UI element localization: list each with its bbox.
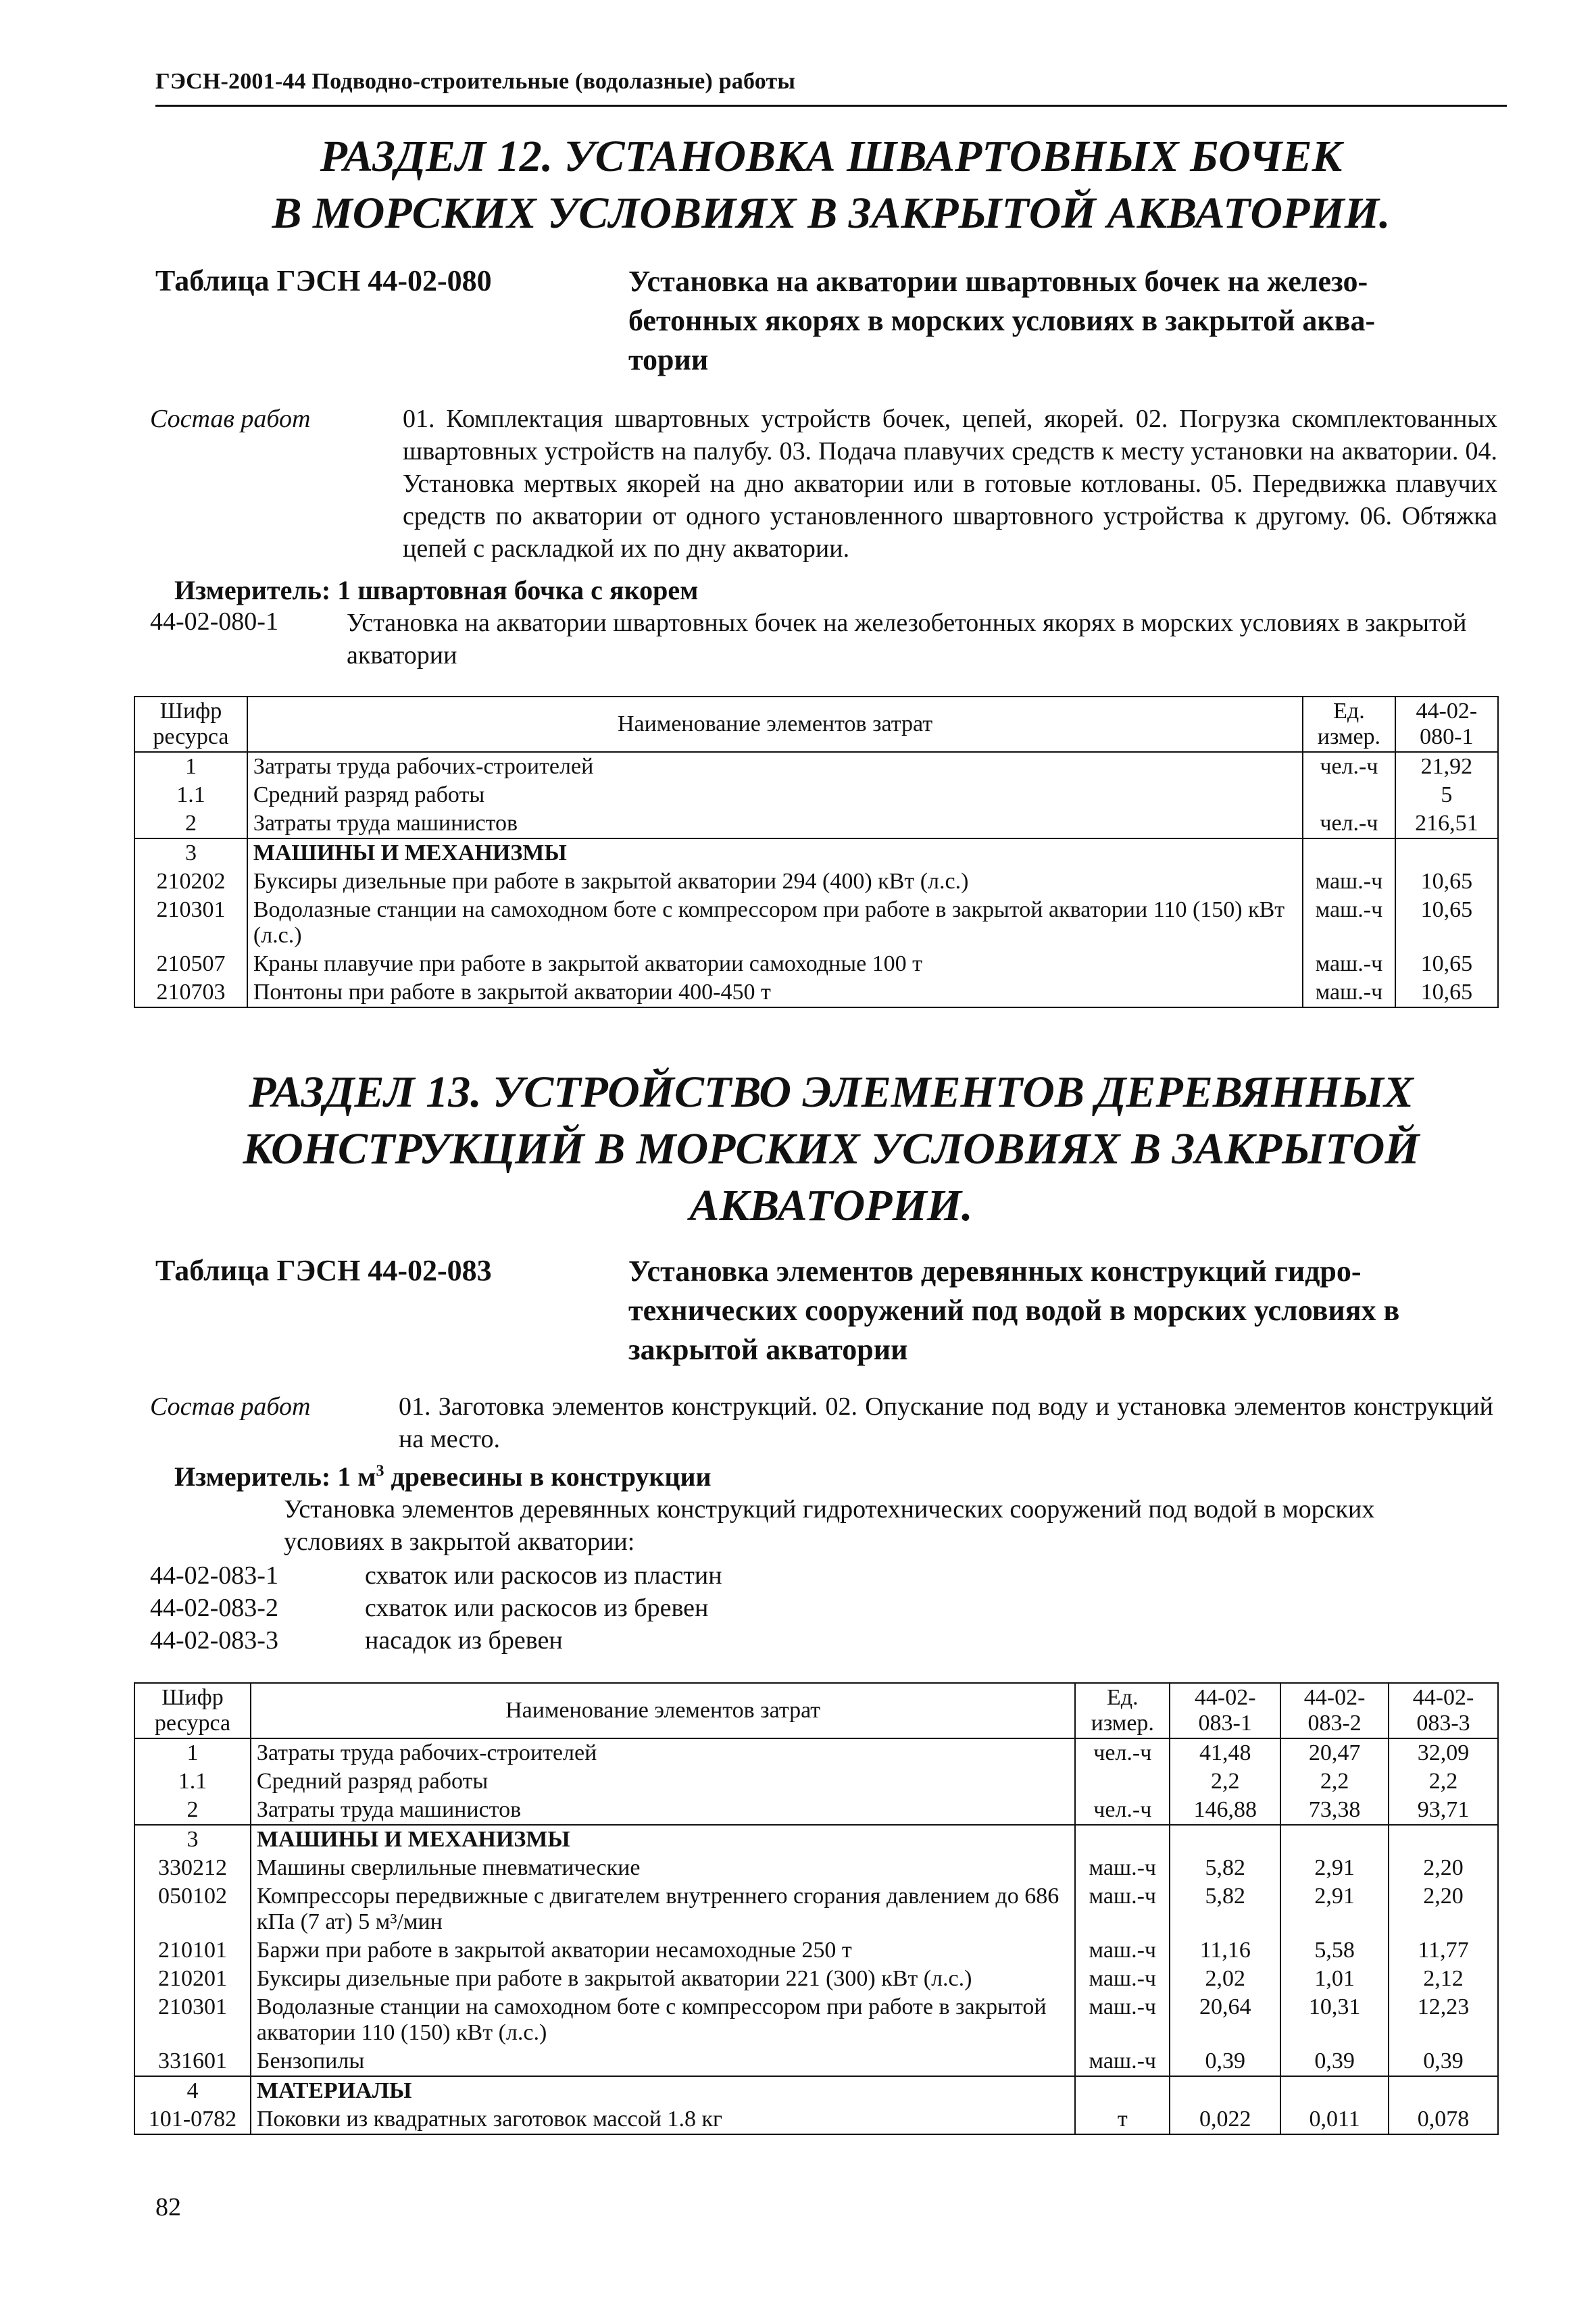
cell-value	[1389, 1825, 1498, 1854]
table-row	[134, 809, 1498, 838]
cell-name: Машины сверлильные пневматические	[251, 1854, 1075, 1882]
cell-name: МАШИНЫ И МЕХАНИЗМЫ	[251, 1825, 1075, 1854]
cell-value	[1170, 1825, 1280, 1854]
cell-name: Баржи при работе в закрытой акватории несамоходные 250 т	[251, 1936, 1075, 1965]
header-unit: Ед. измер.	[1303, 697, 1395, 752]
table-row	[134, 781, 1498, 809]
cell-value: 5,82	[1170, 1882, 1280, 1936]
cell-code: 1.1	[134, 781, 247, 809]
section12-title	[155, 128, 1507, 242]
section12-works-text: 01. Комплектация швартовных устройств бочек, цепей, якорей. 02. Погрузка скомплектованных швартовных устройств на палубу. 03. Подача плавучих средств к месту установки на акватории. 04. Установка мертвых якорей на дно акватории или в готовые котлованы. 05. Передвижка плавучих средств по акватории от одного установленного швартовного устройства к другому. 06. Обтяжка цепей с раскладкой их по дну акватории.	[403, 405, 1497, 563]
item-text: схваток или раскосов из бревен	[365, 1594, 709, 1622]
cell-name: Буксиры дизельные при работе в закрытой акватории 294 (400) кВт (л.с.)	[247, 867, 1303, 896]
cell-value: 0,022	[1170, 2105, 1280, 2134]
section12-item-text: Установка на акватории швартовных бочек на железобетонных якорях в морских условиях в закрытой акватории	[347, 609, 1467, 670]
section12-table-label: Таблица ГЭСН 44-02-080	[155, 264, 492, 297]
cell-value: 73,38	[1280, 1796, 1389, 1825]
table-row	[134, 2076, 1498, 2105]
table-row	[134, 2105, 1498, 2134]
table-row	[134, 1936, 1498, 1965]
table-row	[134, 838, 1498, 867]
cell-unit: маш.-ч	[1303, 867, 1395, 896]
cell-value: 11,16	[1170, 1936, 1280, 1965]
section12-measure: Измеритель: 1 швартовная бочка с якорем	[174, 575, 699, 605]
cell-unit: маш.-ч	[1303, 896, 1395, 950]
cell-value: 11,77	[1389, 1936, 1498, 1965]
cell-value: 0,39	[1170, 2047, 1280, 2076]
item-text: насадок из бревен	[365, 1626, 563, 1655]
cell-value: 5,58	[1280, 1936, 1389, 1965]
header-name: Наименование элементов затрат	[247, 697, 1303, 752]
cell-unit: маш.-ч	[1075, 1993, 1170, 2047]
cell-value: 2,02	[1170, 1965, 1280, 1993]
cell-value: 10,65	[1395, 950, 1498, 978]
section13-title-line2: КОНСТРУКЦИЙ В МОРСКИХ УСЛОВИЯХ В ЗАКРЫТОЙ	[243, 1124, 1420, 1174]
cell-code: 210202	[134, 867, 247, 896]
cell-name: Водолазные станции на самоходном боте с компрессором при работе в закрытой акватории 110 (150) кВт (л.с.)	[247, 896, 1303, 950]
cell-code: 1	[134, 752, 247, 781]
cell-unit: маш.-ч	[1075, 2047, 1170, 2076]
section13-title-line3: АКВАТОРИИ.	[689, 1181, 973, 1230]
section13-table-title-line3: закрытой акватории	[628, 1333, 908, 1366]
table-row	[134, 1965, 1498, 1993]
section13-works-label: Состав работ	[150, 1392, 311, 1421]
cell-name: Затраты труда машинистов	[251, 1796, 1075, 1825]
section13-resource-table	[134, 1682, 1499, 2135]
header-col-1: 44-02-083-1	[1170, 1683, 1280, 1738]
cell-value: 20,64	[1170, 1993, 1280, 2047]
cell-unit: маш.-ч	[1075, 1936, 1170, 1965]
table-row	[134, 867, 1498, 896]
cell-value: 93,71	[1389, 1796, 1498, 1825]
cell-unit	[1075, 2076, 1170, 2105]
cell-value: 0,39	[1280, 2047, 1389, 2076]
section12-table-title-line3: тории	[628, 343, 709, 376]
cell-code: 101-0782	[134, 2105, 251, 2134]
cell-code: 210201	[134, 1965, 251, 1993]
section12-title-line1: РАЗДЕЛ 12. УСТАНОВКА ШВАРТОВНЫХ БОЧЕК	[320, 132, 1343, 181]
header-col-2: 44-02-083-2	[1280, 1683, 1389, 1738]
cell-code: 3	[134, 1825, 251, 1854]
header-unit: Ед. измер.	[1075, 1683, 1170, 1738]
section13-title-line1: РАЗДЕЛ 13. УСТРОЙСТВО ЭЛЕМЕНТОВ ДЕРЕВЯННЫХ	[249, 1067, 1414, 1117]
cell-value: 10,65	[1395, 978, 1498, 1007]
cell-value: 2,2	[1280, 1767, 1389, 1796]
table-row	[134, 1882, 1498, 1936]
table-header-row	[134, 1683, 1498, 1738]
measure-prefix: Измеритель: 1 м	[174, 1461, 376, 1492]
cell-value: 32,09	[1389, 1738, 1498, 1767]
cell-name: МАШИНЫ И МЕХАНИЗМЫ	[247, 838, 1303, 867]
cell-value: 2,91	[1280, 1854, 1389, 1882]
section12-works-label: Состав работ	[150, 405, 311, 433]
table-row	[134, 978, 1498, 1007]
cell-name: Компрессоры передвижные с двигателем внутреннего сгорания давлением до 686 кПа (7 ат) 5 м³/мин	[251, 1882, 1075, 1936]
section12-item-code: 44-02-080-1	[150, 607, 278, 636]
cell-value	[1389, 2076, 1498, 2105]
cell-unit: т	[1075, 2105, 1170, 2134]
cell-value: 0,011	[1280, 2105, 1389, 2134]
cell-value: 2,91	[1280, 1882, 1389, 1936]
cell-name: Буксиры дизельные при работе в закрытой акватории 221 (300) кВт (л.с.)	[251, 1965, 1075, 1993]
cell-unit	[1303, 781, 1395, 809]
cell-value: 21,92	[1395, 752, 1498, 781]
cell-code: 210703	[134, 978, 247, 1007]
cell-code: 210507	[134, 950, 247, 978]
cell-value: 0,078	[1389, 2105, 1498, 2134]
table-row	[134, 1796, 1498, 1825]
cell-value: 12,23	[1389, 1993, 1498, 2047]
section13-table-title	[628, 1252, 1514, 1369]
cell-value: 1,01	[1280, 1965, 1389, 1993]
cell-name: Средний разряд работы	[247, 781, 1303, 809]
cell-name: Поковки из квадратных заготовок массой 1.8 кг	[251, 2105, 1075, 2134]
cell-value	[1280, 1825, 1389, 1854]
cell-value: 216,51	[1395, 809, 1498, 838]
page-number: 82	[155, 2193, 181, 2221]
cell-value: 0,39	[1389, 2047, 1498, 2076]
cell-value: 2,2	[1170, 1767, 1280, 1796]
table-row	[134, 1825, 1498, 1854]
header-code: Шифр ресурса	[134, 697, 247, 752]
running-header: ГЭСН-2001-44 Подводно-строительные (водолазные) работы	[155, 69, 796, 94]
table-header-row	[134, 697, 1498, 752]
section13-intro: Установка элементов деревянных конструкций гидротехнических сооружений под водой в морских условиях в закрытой акватории:	[284, 1495, 1375, 1556]
cell-value: 2,12	[1389, 1965, 1498, 1993]
cell-code: 1.1	[134, 1767, 251, 1796]
cell-value: 5,82	[1170, 1854, 1280, 1882]
section13-table-title-line1: Установка элементов деревянных конструкций гидро-	[628, 1255, 1362, 1288]
section13-table-label: Таблица ГЭСН 44-02-083	[155, 1254, 492, 1287]
cell-name: Средний разряд работы	[251, 1767, 1075, 1796]
table-row	[134, 1767, 1498, 1796]
cell-value: 2,20	[1389, 1882, 1498, 1936]
cell-unit: чел.-ч	[1075, 1738, 1170, 1767]
section12-title-line2: В МОРСКИХ УСЛОВИЯХ В ЗАКРЫТОЙ АКВАТОРИИ.	[272, 188, 1391, 238]
cell-name: Затраты труда машинистов	[247, 809, 1303, 838]
header-code: Шифр ресурса	[134, 1683, 251, 1738]
cell-name: Понтоны при работе в закрытой акватории 400-450 т	[247, 978, 1303, 1007]
cell-name: Бензопилы	[251, 2047, 1075, 2076]
section13-table-title-line2: технических сооружений под водой в морских условиях в	[628, 1294, 1400, 1327]
cell-value: 10,65	[1395, 867, 1498, 896]
item-code: 44-02-083-3	[150, 1626, 278, 1655]
table-row	[134, 1993, 1498, 2047]
section12-resource-table	[134, 696, 1499, 1008]
cell-unit	[1075, 1767, 1170, 1796]
section12-table-title	[628, 262, 1507, 380]
cell-name: Краны плавучие при работе в закрытой акватории самоходные 100 т	[247, 950, 1303, 978]
cell-value: 10,31	[1280, 1993, 1389, 2047]
cell-unit: маш.-ч	[1075, 1882, 1170, 1936]
cell-code: 210101	[134, 1936, 251, 1965]
table-row	[134, 1738, 1498, 1767]
cell-name: Водолазные станции на самоходном боте с компрессором при работе в закрытой акватории 110 (150) кВт (л.с.)	[251, 1993, 1075, 2047]
cell-unit: маш.-ч	[1303, 978, 1395, 1007]
cell-code: 4	[134, 2076, 251, 2105]
table-row	[134, 752, 1498, 781]
cell-value: 5	[1395, 781, 1498, 809]
cell-code: 330212	[134, 1854, 251, 1882]
cell-code: 2	[134, 1796, 251, 1825]
table-row	[134, 2047, 1498, 2076]
cell-value: 2,2	[1389, 1767, 1498, 1796]
cell-unit: чел.-ч	[1075, 1796, 1170, 1825]
measure-suffix: древесины в конструкции	[384, 1461, 712, 1492]
cell-code: 1	[134, 1738, 251, 1767]
table-row	[134, 950, 1498, 978]
cell-value: 20,47	[1280, 1738, 1389, 1767]
cell-unit	[1075, 1825, 1170, 1854]
cell-value	[1395, 838, 1498, 867]
header-col-3: 44-02-083-3	[1389, 1683, 1498, 1738]
cell-unit	[1303, 838, 1395, 867]
measure-sup: 3	[376, 1462, 384, 1480]
cell-unit: маш.-ч	[1075, 1854, 1170, 1882]
table-row	[134, 1854, 1498, 1882]
cell-unit: чел.-ч	[1303, 752, 1395, 781]
section12-table-title-line1: Установка на акватории швартовных бочек на железо-	[628, 265, 1368, 298]
item-text: схваток или раскосов из пластин	[365, 1561, 722, 1590]
cell-value: 10,65	[1395, 896, 1498, 950]
cell-name: МАТЕРИАЛЫ	[251, 2076, 1075, 2105]
cell-value: 2,20	[1389, 1854, 1498, 1882]
cell-name: Затраты труда рабочих-строителей	[251, 1738, 1075, 1767]
cell-unit: маш.-ч	[1075, 1965, 1170, 1993]
cell-code: 2	[134, 809, 247, 838]
header-rule	[155, 105, 1507, 107]
header-name: Наименование элементов затрат	[251, 1683, 1075, 1738]
cell-unit: маш.-ч	[1303, 950, 1395, 978]
section13-works-text: 01. Заготовка элементов конструкций. 02. Опускание под воду и установка элементов конструкций на место.	[399, 1392, 1493, 1453]
cell-unit: чел.-ч	[1303, 809, 1395, 838]
item-code: 44-02-083-1	[150, 1561, 278, 1590]
cell-code: 331601	[134, 2047, 251, 2076]
cell-name: Затраты труда рабочих-строителей	[247, 752, 1303, 781]
section13-title	[155, 1064, 1507, 1234]
cell-value	[1280, 2076, 1389, 2105]
cell-value: 146,88	[1170, 1796, 1280, 1825]
section13-measure	[174, 1461, 712, 1492]
cell-value: 41,48	[1170, 1738, 1280, 1767]
cell-code: 050102	[134, 1882, 251, 1936]
table-row	[134, 896, 1498, 950]
cell-code: 210301	[134, 1993, 251, 2047]
cell-code: 3	[134, 838, 247, 867]
cell-code: 210301	[134, 896, 247, 950]
header-col-1: 44-02-080-1	[1395, 697, 1498, 752]
item-code: 44-02-083-2	[150, 1594, 278, 1622]
cell-value	[1170, 2076, 1280, 2105]
section12-table-title-line2: бетонных якорях в морских условиях в закрытой аква-	[628, 304, 1376, 337]
